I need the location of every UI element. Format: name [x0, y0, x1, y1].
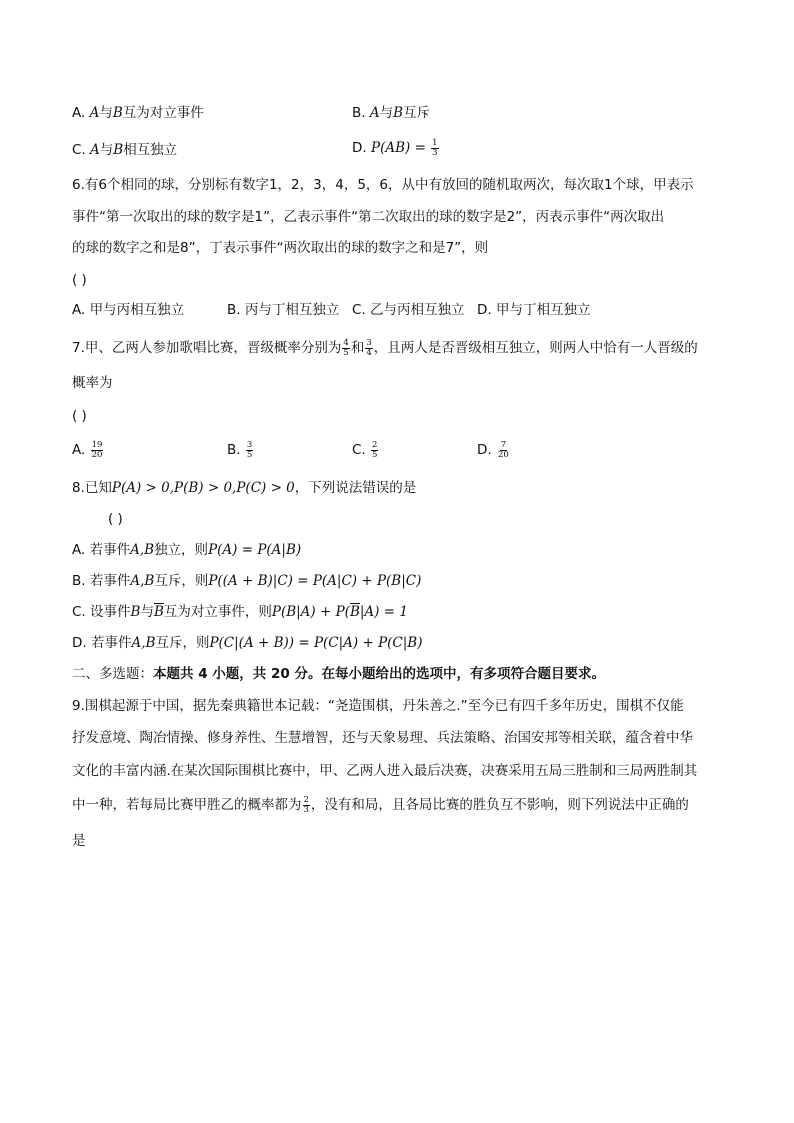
q5-option-b [352, 103, 430, 123]
math-expression: P(AB) = [370, 140, 426, 156]
q8-option-a [72, 540, 301, 560]
section-title: 二、多选题： [72, 666, 153, 682]
q6-option-b: B. 丙与丁相互独立 [227, 302, 340, 318]
q8-option-b [72, 571, 421, 591]
math-expression: P(C|(A + B)) = P(C|A) + P(C|B) [209, 635, 423, 651]
math-expression: P(A) = P(A|B) [208, 542, 302, 558]
q7-option-d [477, 440, 511, 460]
event-a: A [90, 142, 100, 158]
option-text: 互为对立事件，则 [163, 604, 272, 620]
text: 与 [99, 142, 114, 158]
event-b-complement: $\overline{B}$ [153, 604, 164, 620]
q7-line-2: 概率为 [72, 375, 113, 391]
option-text: 互为对立事件 [122, 105, 204, 121]
option-text: B. 若事件 [72, 573, 131, 589]
event-b: B [112, 105, 123, 121]
event-b: B [113, 142, 124, 158]
q5-option-c [72, 140, 177, 160]
fraction: $\frac{2}{3}$ [303, 794, 309, 815]
q9-line-4 [72, 795, 689, 815]
q7-option-c [352, 440, 379, 460]
math-expression: P((A + B)|C) = P(A|C) + P(B|C) [208, 573, 422, 589]
q6-option-a: A. 甲与丙相互独立 [72, 302, 185, 318]
fraction: $\frac{3}{4}$ [366, 337, 372, 358]
section-heading [72, 664, 605, 684]
q5-option-a [72, 103, 204, 123]
q6-line-1: 6.有6个相同的球，分别标有数字1，2，3，4，5，6，从中有放回的随机取两次，每次取1个球，甲表示 [72, 177, 694, 193]
question-text: 7.甲、乙两人参加歌唱比赛，晋级概率分别为 [72, 340, 342, 356]
fraction: $\frac{7}{20}$ [497, 439, 509, 460]
q7-option-b [227, 440, 254, 460]
text: 与 [140, 604, 154, 620]
text: 和 [350, 340, 365, 356]
option-text: C. 设事件 [72, 604, 131, 620]
fraction: $\frac{4}{5}$ [343, 337, 349, 358]
fraction: $\frac{2}{5}$ [372, 439, 378, 460]
q9-line-1: 9.围棋起源于中国，据先秦典籍世本记载：“尧造围棋，丹朱善之.”至今已有四千多年历史，围棋不仅能 [72, 698, 684, 714]
event-a: A [89, 105, 100, 121]
q8-stem [72, 478, 416, 498]
question-text: 8.已知 [72, 480, 112, 496]
q7-line-1 [72, 338, 698, 358]
question-text: ，没有和局，且各局比赛的胜负互不影响，则下列说法中正确的 [310, 797, 689, 813]
q8-answer-paren: ( ) [108, 511, 123, 527]
option-label: B. [352, 105, 366, 121]
math-expression: |A) = 1 [359, 604, 408, 620]
option-label: C. [72, 142, 86, 158]
event-a: A [369, 105, 380, 121]
option-text: D. 若事件 [72, 635, 132, 651]
option-label: A. [72, 105, 86, 121]
q6-option-d: D. 甲与丁相互独立 [477, 302, 591, 318]
fraction: $\frac{1}{3}$ [432, 137, 438, 158]
option-text: 互斥，则 [155, 635, 210, 651]
q6-line-3: 的球的数字之和是8”，丁表示事件“两次取出的球的数字之和是7”，则 [72, 240, 489, 256]
q5-option-d [352, 138, 440, 158]
option-text: 互斥 [403, 105, 431, 121]
q9-line-2: 抒发意境、陶冶情操、修身养性、生慧增智，还与天象易理、兵法策略、治国安邦等相关联，蕴含着中华 [72, 730, 693, 746]
option-label: C. [352, 442, 366, 458]
fraction: $\frac{3}{5}$ [246, 439, 253, 460]
math-expression: P(A) > 0,P(B) > 0,P(C) > 0 [111, 480, 295, 496]
question-text: ，下列说法错误的是 [294, 480, 417, 496]
q7-answer-paren: ( ) [72, 408, 87, 424]
q7-option-a [72, 440, 104, 460]
fraction: $\frac{19}{20}$ [91, 439, 103, 460]
q9-line-5: 是 [72, 833, 86, 849]
text: 与 [379, 105, 394, 121]
math-expression: P(B|A) + P( [271, 604, 350, 620]
events: A,B [130, 573, 155, 589]
option-label: D. [477, 442, 492, 458]
question-text: 中一种，若每局比赛甲胜乙的概率都为 [72, 797, 302, 813]
q6-option-c: C. 乙与丙相互独立 [352, 302, 465, 318]
option-text: A. 若事件 [72, 542, 131, 558]
math-expression: $\overline{B}$ [349, 604, 360, 620]
event-b: B [130, 604, 141, 620]
option-label: B. [227, 442, 241, 458]
option-text: 互斥，则 [154, 573, 209, 589]
section-instructions: 本题共 4 小题，共 20 分。在每小题给出的选项中，有多项符合题目要求。 [153, 666, 605, 682]
option-text: 相互独立 [123, 142, 178, 158]
question-text: ，且两人是否晋级相互独立，则两人中恰有一人晋级的 [373, 340, 698, 356]
events: A,B [130, 542, 155, 558]
q8-option-d [72, 633, 423, 653]
event-b: B [393, 105, 404, 121]
q9-line-3: 文化的丰富内涵.在某次国际围棋比赛中，甲、乙两人进入最后决赛，决赛采用五局三胜制和三局两胜制其 [72, 763, 698, 779]
text: 与 [99, 105, 113, 121]
q6-answer-paren: ( ) [72, 272, 87, 288]
events: A,B [131, 635, 156, 651]
option-label: A. [72, 442, 86, 458]
option-label: D. [352, 140, 367, 156]
q6-line-2: 事件“第一次取出的球的数字是1”，乙表示事件“第二次取出的球的数字是2”，丙表示事件“两次取出 [72, 209, 665, 225]
option-text: 独立，则 [154, 542, 209, 558]
q8-option-c [72, 602, 408, 622]
